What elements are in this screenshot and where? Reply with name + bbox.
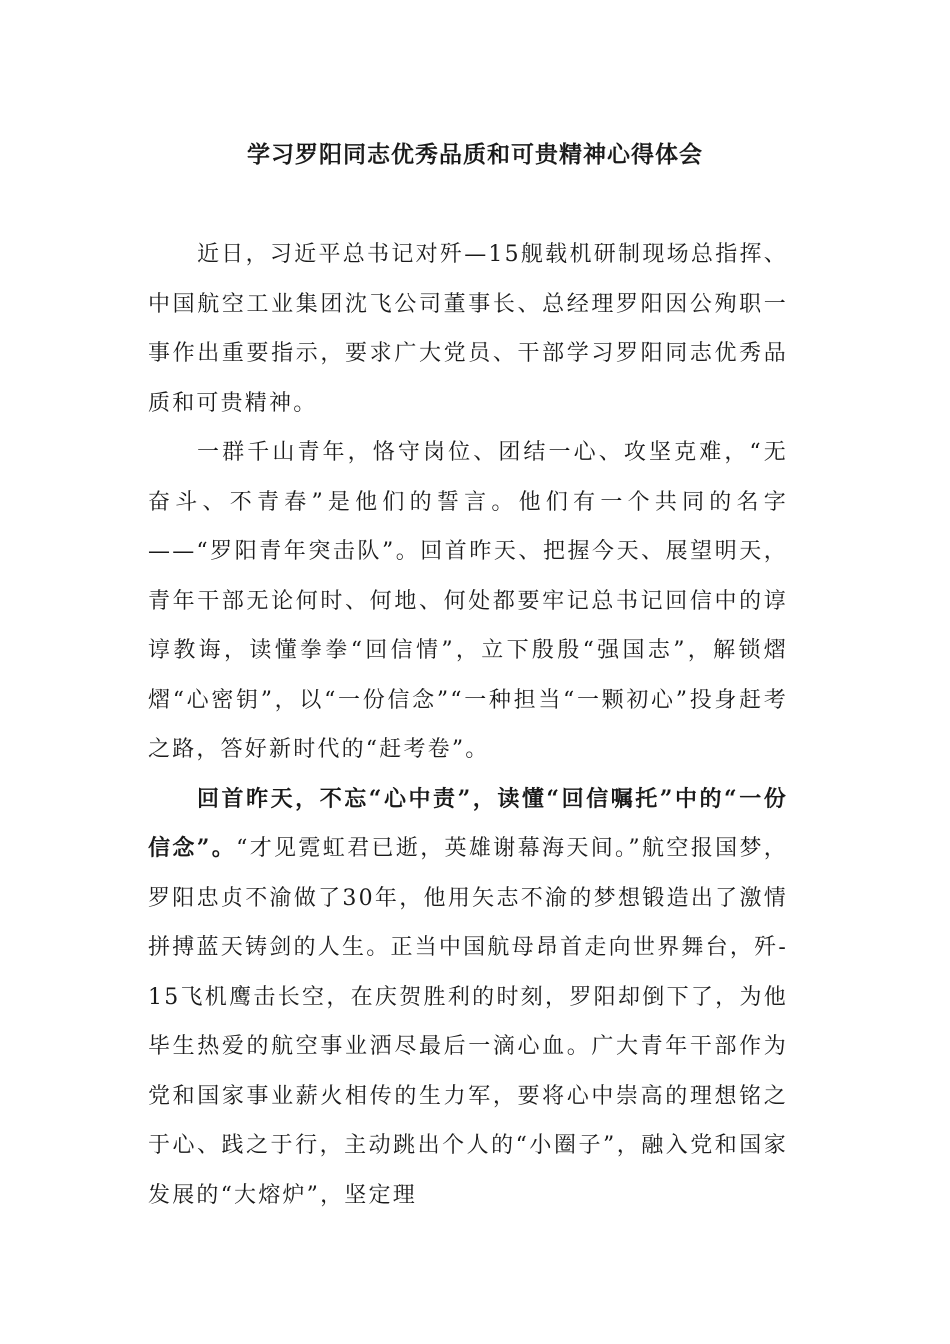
paragraph-1 <box>148 230 788 428</box>
paragraph-3 <box>148 775 788 1221</box>
document-title: 学习罗阳同志优秀品质和可贵精神心得体会 <box>247 142 703 168</box>
document-body <box>148 230 788 1220</box>
paragraph-1-text: 近日，习近平总书记对歼—15舰载机研制现场总指挥、中国航空工业集团沈飞公司董事长、总经理罗阳因公殉职一事作出重要指示，要求广大党员、干部学习罗阳同志优秀品质和可贵精神。 <box>148 242 788 416</box>
paragraph-2-text: 一群千山青年，恪守岗位、团结一心、攻坚克难，“无奋斗、不青春”是他们的誓言。他们有一个共同的名字——“罗阳青年突击队”。回首昨天、把握今天、展望明天，青年干部无论何时、何地、何处都要牢记总书记回信中的谆谆教诲，读懂拳拳“回信情”，立下殷殷“强国志”，解锁熠熠“心密钥”，以“一份信念”“一种担当“一颗初心”投身赶考之路，答好新时代的“赶考卷”。 <box>148 440 788 762</box>
paragraph-3-text: “才见霓虹君已逝，英雄谢幕海天间。”航空报国梦，罗阳忠贞不渝做了30年，他用矢志不渝的梦想锻造出了激情拼搏蓝天铸剑的人生。正当中国航母昂首走向世界舞台，歼-15飞机鹰击长空，在庆贺胜利的时刻，罗阳却倒下了，为他毕生热爱的航空事业洒尽最后一滴心血。广大青年干部作为党和国家事业薪火相传的生力军，要将心中崇高的理想铭之于心、践之于行，主动跳出个人的“小圈子”，融入党和国家发展的“大熔炉”，坚定理 <box>148 836 788 1208</box>
paragraph-3-lead: 回首昨天，不忘“心中责”，读懂“回信嘱托”中的“一份信念”。 <box>148 785 788 861</box>
paragraph-2 <box>148 428 788 775</box>
